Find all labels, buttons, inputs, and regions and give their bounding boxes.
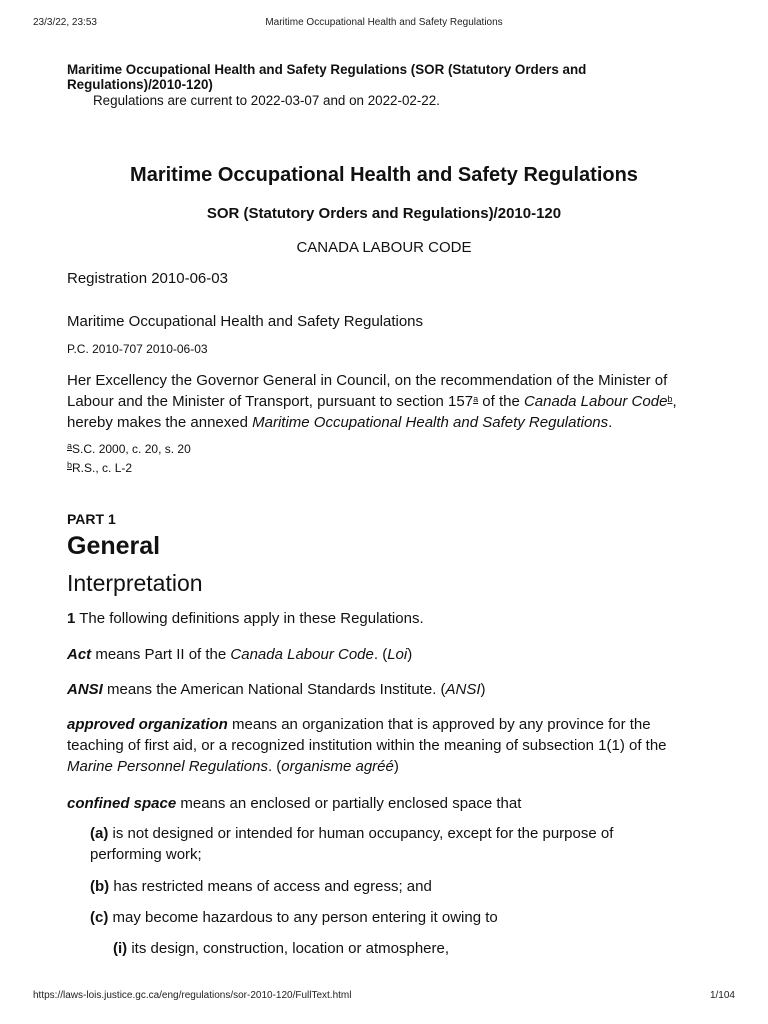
pc-number: P.C. 2010-707 2010-06-03: [67, 342, 208, 356]
footnote-ref-b[interactable]: b: [667, 394, 673, 404]
definition-approved-organization: approved organization means an organization that is approved by any province for the teaching of first aid, or a recognized institution within the meaning of subsection 1(1) of the Marine Personnel Regulations. (organisme agréé): [67, 716, 667, 775]
sor-number: SOR (Statutory Orders and Regulations)/2010-120: [206, 205, 562, 222]
subparagraph-i: (i) its design, construction, location or atmosphere,: [113, 940, 450, 957]
definition-confined-space: confined space means an enclosed or partially enclosed space that: [67, 795, 522, 812]
print-header: [33, 17, 735, 31]
document-reference: Maritime Occupational Health and Safety Regulations (SOR (Statutory Orders and Regulations)/2010-120): [67, 62, 587, 92]
definition-ansi: ANSI means the American National Standards Institute. (ANSI): [67, 681, 486, 698]
registration-date: Registration 2010-06-03: [67, 270, 228, 287]
paragraph-c: (c) may become hazardous to any person entering it owing to: [90, 909, 498, 926]
print-footer: [33, 990, 735, 1004]
part-label: PART 1: [67, 511, 116, 527]
footnote-ref-a[interactable]: a: [473, 394, 479, 404]
print-datetime: 23/3/22, 23:53: [33, 17, 97, 28]
short-title: Maritime Occupational Health and Safety Regulations: [67, 313, 424, 330]
preamble: Her Excellency the Governor General in Council, on the recommendation of the Minister of Labour and the Minister of Transport, pursuant to section 157$^a$ of the Canada Labour Code$^b$, hereby makes the annexed Maritime Occupational Health and Safety Regulations.: [67, 372, 677, 431]
page-number: 1/104: [709, 990, 735, 1001]
currency-note: Regulations are current to 2022-03-07 and on 2022-02-22.: [93, 93, 440, 108]
enabling-act: CANADA LABOUR CODE: [296, 239, 472, 256]
section-1: 1 The following definitions apply in these Regulations.: [67, 610, 424, 627]
section-heading: Interpretation: [67, 570, 203, 596]
footnote-b: $^b$R.S., c. L-2: [67, 460, 133, 475]
footnote-a: $^a$S.C. 2000, c. 20, s. 20: [67, 441, 191, 456]
print-url[interactable]: https://laws-lois.justice.gc.ca/eng/regulations/sor-2010-120/FullText.html: [33, 990, 352, 1001]
paragraph-a: (a) is not designed or intended for human occupancy, except for the purpose of performing work;: [90, 825, 614, 863]
print-title: Maritime Occupational Health and Safety Regulations: [265, 17, 503, 28]
part-title: General: [67, 532, 161, 560]
regulation-title: Maritime Occupational Health and Safety Regulations: [130, 164, 638, 186]
definition-act: Act means Part II of the Canada Labour Code. (Loi): [67, 646, 413, 663]
paragraph-b: (b) has restricted means of access and egress; and: [90, 878, 432, 895]
